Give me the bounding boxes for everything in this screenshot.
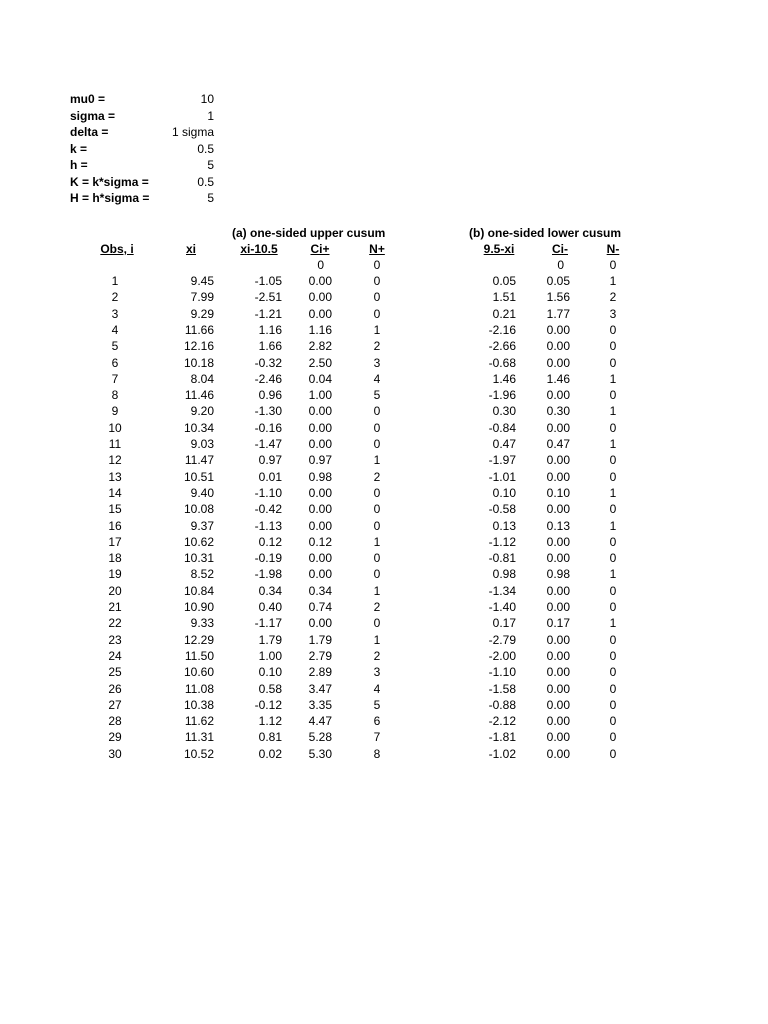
param-value: 1 (207, 108, 214, 123)
cell-upper-diff: -1.47 (254, 437, 282, 451)
cell-n-minus: 0 (609, 322, 617, 337)
cell-obs: 15 (108, 502, 122, 517)
cell-lower-diff: -1.81 (488, 730, 516, 745)
cell-xi: 9.20 (190, 404, 214, 419)
cell-n-minus: 0 (609, 339, 617, 354)
cell-n-minus: 1 (609, 616, 617, 631)
cell-lower-diff: 1.46 (492, 371, 516, 386)
cell-ci-plus: 0.00 (308, 567, 332, 582)
cell-n-minus: 1 (609, 485, 617, 500)
cell-lower-diff: -1.34 (488, 583, 516, 598)
cell-upper-diff: 1.00 (258, 648, 282, 663)
cell-obs: 16 (108, 518, 122, 533)
cell-n-plus: 2 (373, 648, 381, 663)
cell-xi: 9.45 (190, 274, 214, 288)
cell-n-plus: 0 (373, 518, 381, 533)
cell-n-minus: 0 (609, 746, 617, 761)
cell-lower-diff: 0.17 (492, 616, 516, 631)
cell-xi: 11.62 (184, 714, 214, 729)
cell-xi: 10.90 (183, 600, 214, 614)
cell-n-minus: 1 (609, 567, 617, 582)
cell-ci-plus: 0.00 (308, 551, 332, 566)
cell-ci-plus: 0.00 (308, 437, 332, 451)
param-label: K = k*sigma = (70, 174, 149, 189)
cell-upper-diff: -2.51 (254, 290, 282, 305)
cell-n-plus: 7 (373, 730, 381, 745)
cell-ci-minus: 0.00 (546, 665, 570, 680)
cell-n-plus: 1 (373, 453, 381, 468)
cell-xi: 11.46 (184, 388, 214, 403)
cell-ci-plus: 1.79 (308, 632, 332, 647)
cell-n-minus: 1 (609, 437, 617, 451)
cell-obs: 21 (108, 600, 122, 614)
cell-ci-minus: 1.56 (546, 290, 570, 305)
cell-n-plus: 0 (373, 567, 381, 582)
cell-xi: 8.52 (190, 567, 214, 582)
cell-n-minus: 0 (609, 583, 617, 598)
cell-xi: 11.66 (184, 322, 214, 337)
cell-ci-minus: 0.00 (546, 534, 570, 549)
cell-obs: 4 (111, 322, 119, 337)
cell-n-minus: 0 (609, 453, 617, 468)
cell-xi: 7.99 (190, 290, 214, 305)
cell-upper-diff: -2.46 (254, 371, 282, 386)
header-xi: xi (186, 242, 197, 256)
cell-n-plus: 3 (373, 665, 381, 680)
cell-ci-minus: 0.00 (546, 714, 570, 729)
cell-n-plus: 0 (373, 290, 381, 305)
cell-upper-diff: -1.10 (254, 485, 282, 500)
cell-lower-diff: -1.02 (488, 746, 516, 761)
cell-obs: 26 (108, 681, 122, 696)
cell-n-plus: 0 (373, 551, 381, 566)
header-n-minus: N- (606, 242, 620, 256)
cell-lower-diff: -1.96 (488, 388, 516, 403)
cell-ci-plus: 3.35 (308, 697, 332, 712)
cell-upper-diff: 0.10 (258, 665, 282, 680)
cell-upper-diff: 1.66 (258, 339, 282, 354)
cell-ci-plus: 0.00 (308, 485, 332, 500)
cell-upper-diff: -1.21 (254, 306, 282, 321)
cell-lower-diff: -1.01 (488, 469, 516, 484)
cell-ci-minus: 0.00 (546, 469, 570, 484)
cell-obs: 14 (108, 485, 122, 500)
cell-n-plus: 1 (373, 583, 381, 598)
cell-ci-minus: 0.00 (546, 632, 570, 647)
header-obs: Obs, i (100, 242, 134, 256)
cell-n-plus: 1 (373, 322, 381, 337)
cell-n-minus: 0 (609, 551, 617, 566)
cell-n-plus: 2 (373, 469, 381, 484)
cell-obs: 12 (108, 453, 122, 468)
cell-lower-diff: -2.00 (488, 648, 516, 663)
cell-n-minus: 0 (609, 714, 617, 729)
cell-n-plus: 1 (373, 534, 381, 549)
cell-obs: 2 (111, 290, 119, 305)
cell-n-plus: 0 (373, 437, 381, 451)
cell-ci-minus: 0.00 (546, 322, 570, 337)
cell-lower-diff: 1.51 (492, 290, 516, 305)
initial-n-minus: 0 (609, 258, 617, 272)
cell-xi: 9.03 (190, 437, 214, 451)
cell-ci-minus: 0.00 (546, 583, 570, 598)
cell-obs: 7 (111, 371, 119, 386)
cell-ci-plus: 0.00 (308, 420, 332, 435)
cell-ci-minus: 0.00 (546, 697, 570, 712)
cell-ci-plus: 2.89 (308, 665, 332, 680)
cell-xi: 9.37 (190, 518, 214, 533)
param-label: H = h*sigma = (70, 191, 150, 205)
header-ci-plus: Ci+ (310, 242, 330, 256)
cell-ci-plus: 1.16 (308, 322, 332, 337)
cell-n-plus: 2 (373, 600, 381, 614)
cell-upper-diff: -0.19 (254, 551, 282, 566)
cell-lower-diff: -1.97 (488, 453, 516, 468)
cell-upper-diff: 0.01 (258, 469, 282, 484)
cell-ci-plus: 0.98 (308, 469, 332, 484)
cell-n-minus: 2 (609, 290, 617, 305)
cell-obs: 11 (108, 437, 122, 451)
cell-n-plus: 0 (373, 485, 381, 500)
param-label: sigma = (70, 108, 116, 123)
cell-ci-minus: 0.00 (546, 420, 570, 435)
cell-ci-plus: 1.00 (308, 388, 332, 403)
upper-cusum-title: (a) one-sided upper cusum (232, 226, 386, 240)
cell-n-plus: 8 (373, 746, 381, 761)
cell-n-minus: 0 (609, 681, 617, 696)
cell-n-plus: 4 (373, 681, 381, 696)
cell-ci-plus: 0.00 (308, 502, 332, 517)
cell-lower-diff: -0.58 (488, 502, 516, 517)
cell-n-plus: 0 (373, 420, 381, 435)
cell-n-minus: 1 (609, 518, 617, 533)
lower-cusum-title: (b) one-sided lower cusum (469, 226, 622, 240)
cell-n-minus: 0 (609, 502, 617, 517)
cell-ci-minus: 0.00 (546, 648, 570, 663)
cell-upper-diff: -0.16 (254, 420, 282, 435)
cell-lower-diff: -2.66 (488, 339, 516, 354)
cell-ci-minus: 1.77 (546, 306, 570, 321)
cell-lower-diff: 0.21 (492, 306, 516, 321)
cell-ci-plus: 0.00 (308, 290, 332, 305)
cell-xi: 10.62 (183, 534, 214, 549)
cell-n-minus: 0 (609, 420, 617, 435)
cell-lower-diff: -0.81 (488, 551, 516, 566)
cell-xi: 10.38 (183, 697, 214, 712)
cell-lower-diff: -2.79 (488, 632, 516, 647)
cell-obs: 29 (108, 730, 122, 745)
cell-xi: 9.29 (190, 306, 214, 321)
cell-obs: 1 (111, 274, 119, 288)
cell-n-plus: 0 (373, 404, 381, 419)
cell-n-minus: 0 (609, 534, 617, 549)
cell-lower-diff: 0.13 (492, 518, 516, 533)
cell-lower-diff: -1.12 (488, 534, 516, 549)
cell-upper-diff: -1.17 (254, 616, 282, 631)
cell-xi: 10.84 (183, 583, 214, 598)
cell-xi: 10.31 (183, 551, 214, 566)
cell-ci-plus: 0.00 (308, 274, 332, 288)
cell-upper-diff: -1.98 (254, 567, 282, 582)
cell-obs: 9 (111, 404, 119, 419)
cell-ci-plus: 0.04 (308, 371, 332, 386)
cell-upper-diff: 0.02 (258, 746, 282, 761)
cell-upper-diff: 0.12 (258, 534, 282, 549)
initial-ci-minus: 0 (557, 258, 564, 272)
cell-ci-plus: 0.12 (308, 534, 332, 549)
cell-ci-minus: 0.00 (546, 730, 570, 745)
cell-xi: 10.08 (183, 502, 214, 517)
cell-ci-minus: 0.30 (546, 404, 570, 419)
cell-ci-minus: 0.00 (546, 388, 570, 403)
cell-obs: 30 (108, 746, 122, 761)
cell-lower-diff: -2.12 (488, 714, 516, 729)
cell-n-minus: 0 (609, 665, 617, 680)
cell-lower-diff: 0.98 (492, 567, 516, 582)
cell-n-minus: 1 (609, 404, 617, 419)
cell-ci-plus: 0.00 (308, 306, 332, 321)
cell-xi: 9.33 (190, 616, 214, 631)
initial-ci-plus: 0 (317, 258, 324, 272)
cell-upper-diff: 0.81 (258, 730, 282, 745)
cell-n-minus: 0 (609, 648, 617, 663)
cell-upper-diff: -0.42 (254, 502, 282, 517)
cell-ci-plus: 4.47 (308, 714, 332, 729)
cell-n-plus: 6 (373, 714, 381, 729)
cell-obs: 19 (108, 567, 122, 582)
cell-n-plus: 5 (373, 388, 381, 403)
header-upper-diff: xi-10.5 (240, 242, 278, 256)
cell-ci-plus: 0.34 (308, 583, 332, 598)
cell-n-plus: 0 (373, 616, 381, 631)
cell-ci-minus: 0.10 (546, 485, 570, 500)
cell-xi: 10.52 (183, 746, 214, 761)
param-value: 10 (200, 92, 214, 106)
header-lower-diff: 9.5-xi (483, 242, 515, 256)
cell-upper-diff: 0.34 (258, 583, 282, 598)
cell-upper-diff: -1.13 (254, 518, 282, 533)
cell-ci-plus: 0.00 (308, 518, 332, 533)
cell-lower-diff: 0.10 (492, 485, 516, 500)
cell-n-minus: 0 (609, 355, 617, 370)
cell-ci-minus: 0.47 (546, 437, 570, 451)
cell-lower-diff: -2.16 (488, 322, 516, 337)
param-value: 1 sigma (171, 125, 214, 139)
param-value: 5 (207, 191, 214, 205)
cell-ci-minus: 0.00 (546, 502, 570, 517)
cell-ci-plus: 5.28 (308, 730, 332, 745)
param-value: 0.5 (197, 174, 214, 189)
cell-n-plus: 2 (373, 339, 381, 354)
param-value: 0.5 (197, 141, 214, 156)
cell-obs: 17 (108, 534, 122, 549)
cell-lower-diff: 0.47 (492, 437, 516, 451)
cell-ci-plus: 2.50 (308, 355, 332, 370)
cell-obs: 5 (111, 339, 119, 354)
initial-n-plus: 0 (373, 258, 381, 272)
cell-obs: 8 (111, 388, 119, 403)
header-n-plus: N+ (369, 242, 385, 256)
cell-upper-diff: -1.05 (254, 274, 282, 288)
cell-obs: 23 (108, 632, 122, 647)
cell-ci-plus: 0.97 (308, 453, 332, 468)
cell-obs: 13 (108, 469, 122, 484)
cell-upper-diff: 0.97 (258, 453, 282, 468)
cell-upper-diff: 1.79 (258, 632, 282, 647)
cell-upper-diff: -0.32 (254, 355, 282, 370)
cell-xi: 11.08 (184, 681, 214, 696)
cell-ci-minus: 0.00 (546, 355, 570, 370)
cell-n-minus: 1 (609, 274, 617, 288)
cell-ci-minus: 0.00 (546, 551, 570, 566)
cell-xi: 10.51 (183, 469, 214, 484)
cell-ci-plus: 0.00 (308, 404, 332, 419)
cell-upper-diff: 1.16 (258, 322, 282, 337)
param-label: k = (70, 141, 88, 156)
cell-n-minus: 0 (609, 469, 617, 484)
cell-ci-minus: 0.00 (546, 746, 570, 761)
cell-n-minus: 0 (609, 697, 617, 712)
cell-ci-minus: 0.00 (546, 600, 570, 614)
cell-upper-diff: 0.40 (258, 600, 282, 614)
cell-obs: 27 (108, 697, 122, 712)
cell-ci-minus: 0.05 (546, 274, 570, 288)
cell-n-minus: 0 (609, 632, 617, 647)
cell-xi: 11.31 (184, 730, 214, 745)
cell-obs: 10 (108, 420, 122, 435)
cell-lower-diff: -0.84 (488, 420, 516, 435)
cell-ci-minus: 0.17 (546, 616, 570, 631)
cell-n-minus: 1 (609, 371, 617, 386)
cell-upper-diff: -1.30 (254, 404, 282, 419)
cell-n-plus: 0 (373, 306, 381, 321)
cell-n-plus: 5 (373, 697, 381, 712)
cell-obs: 28 (108, 714, 122, 729)
cell-ci-plus: 0.00 (308, 616, 332, 631)
cell-ci-plus: 5.30 (308, 746, 332, 761)
cell-upper-diff: 1.12 (258, 714, 282, 729)
cell-obs: 22 (108, 616, 122, 631)
cell-lower-diff: -1.10 (488, 665, 516, 680)
cell-obs: 25 (108, 665, 122, 680)
cell-n-minus: 0 (609, 600, 617, 614)
cell-upper-diff: -0.12 (254, 697, 282, 712)
param-label: h = (70, 158, 88, 172)
param-value: 5 (207, 158, 214, 172)
param-label: mu0 = (70, 92, 106, 106)
cell-ci-minus: 1.46 (546, 371, 570, 386)
cell-lower-diff: 0.05 (492, 274, 516, 288)
cell-obs: 3 (111, 306, 119, 321)
cell-xi: 10.60 (183, 665, 214, 680)
cell-xi: 10.18 (183, 355, 214, 370)
cell-n-plus: 0 (373, 274, 381, 288)
cell-ci-minus: 0.00 (546, 339, 570, 354)
cell-ci-plus: 3.47 (308, 681, 332, 696)
cell-n-plus: 4 (373, 371, 381, 386)
cell-lower-diff: -0.68 (488, 355, 516, 370)
cell-xi: 11.50 (184, 648, 214, 663)
cell-n-minus: 3 (609, 306, 617, 321)
cell-obs: 18 (108, 551, 122, 566)
cell-xi: 12.16 (183, 339, 214, 354)
header-ci-minus: Ci- (552, 242, 568, 256)
cell-n-minus: 0 (609, 730, 617, 745)
cell-xi: 9.40 (190, 485, 214, 500)
cell-ci-minus: 0.98 (546, 567, 570, 582)
cell-ci-minus: 0.13 (546, 518, 570, 533)
cell-ci-plus: 0.74 (308, 600, 332, 614)
cell-upper-diff: 0.96 (258, 388, 282, 403)
cell-upper-diff: 0.58 (258, 681, 282, 696)
cell-xi: 12.29 (183, 632, 214, 647)
cell-lower-diff: -1.58 (488, 681, 516, 696)
cell-obs: 6 (111, 355, 119, 370)
cell-n-plus: 1 (373, 632, 381, 647)
cell-xi: 8.04 (190, 371, 214, 386)
cell-ci-plus: 2.79 (308, 648, 332, 663)
cell-ci-minus: 0.00 (546, 681, 570, 696)
cell-n-plus: 3 (373, 355, 381, 370)
cell-ci-minus: 0.00 (546, 453, 570, 468)
param-label: delta = (70, 125, 109, 139)
cell-n-plus: 0 (373, 502, 381, 517)
cell-lower-diff: -1.40 (488, 600, 516, 614)
cell-xi: 11.47 (184, 453, 214, 468)
cell-lower-diff: -0.88 (488, 697, 516, 712)
cell-ci-plus: 2.82 (308, 339, 332, 354)
cell-lower-diff: 0.30 (492, 404, 516, 419)
cell-n-minus: 0 (609, 388, 617, 403)
cell-obs: 24 (108, 648, 122, 663)
cell-obs: 20 (108, 583, 122, 598)
cell-xi: 10.34 (183, 420, 214, 435)
